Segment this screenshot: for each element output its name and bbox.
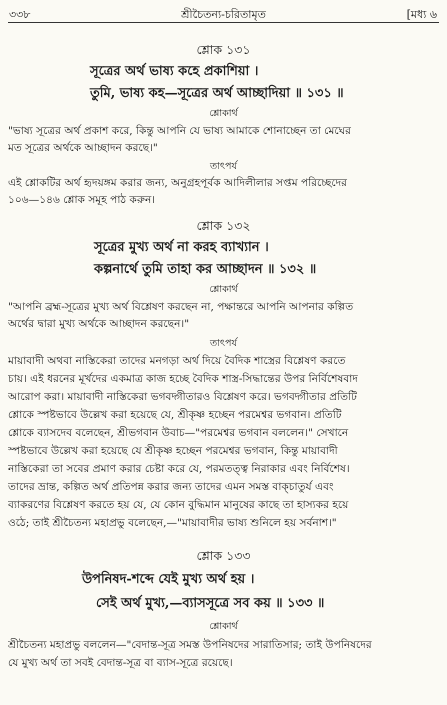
verse-132-purport-line: নাস্তিকেরা তা সবের প্রমাণ করার চেষ্টা করে যে, পরমতত্ত্ব নিরাকার এবং নির্বিশেষ। [8, 463, 350, 475]
verse-131-purport-line: ১০৬—১৪৬ শ্লোক সমূহ পাঠ করুন। [8, 194, 156, 206]
verse-131-line-2: তুমি, ভাষ্য কহ—সূত্রের অর্থ আচ্ছাদিয়া ॥ ১৩১ ॥ [90, 86, 344, 101]
verse-132-line-2: কল্পনার্থে তুমি তাহা কর আচ্ছাদন ॥ ১৩২ ॥ [94, 262, 317, 277]
verse-131-translation-line: "ভাষ্য সূত্রের অর্থ প্রকাশ করে, কিন্তু আপনি যে ভাষ্য আমাকে শোনাচ্ছেন তা মেঘের [8, 125, 351, 137]
verse-132-purport-line: শ্লোকে ব্যাসদেব বলেছেন, শ্রীভগবান উবাচ—"পরমেশ্বর ভগবান বললেন।" সেখানে [8, 427, 349, 439]
verse-132-translation-line: অর্থের দ্বারা মুখ্য অর্থকে আচ্ছাদন করছেন।" [8, 318, 190, 330]
verse-133-line-2: সেই অর্থ মুখ্য,—ব্যাসসূত্রে সব কয় ॥ ১৩৩ ॥ [96, 596, 325, 611]
verse-131-purport-heading: তাৎপর্য [210, 161, 237, 172]
verse-133-translation-line: শ্রীচৈতন্য মহাপ্রভু বললেন—"বেদান্ত-সূত্র সমস্ত উপনিষদের সারাতিসার; তাই উপনিষদের [8, 639, 372, 651]
chapter-marker: [মধ্য ৬ [406, 8, 437, 21]
verse-133-heading: শ্লোক ১৩৩ [196, 548, 251, 563]
verse-132-purport-line: ওঠে; তাই শ্রীচৈতন্য মহাপ্রভু বলেছেন,—"মায়াবাদীর ভাষ্য শুনিলে হয় সর্বনাশ।" [8, 517, 337, 529]
verse-132-line-1: সূত্রের মুখ্য অর্থ না করহ ব্যাখ্যান । [94, 240, 269, 255]
verse-132-heading: শ্লোক ১৩২ [196, 218, 251, 233]
verse-132-purport-line: ব্যাকরণের বিশ্লেষণ করতে হয় যে, যে কোন বুদ্ধিমান মানুষের কাছে তা হাস্যকর হয়ে [8, 499, 349, 511]
running-title: শ্রীচৈতন্য-চরিতামৃত [181, 8, 266, 21]
verse-131-translation-line: মত সূত্রের অর্থকে আচ্ছাদন করছে।" [8, 142, 158, 154]
page-number: ৩৩৮ [9, 8, 31, 21]
verse-131-translation-heading: শ্লোকার্থ [209, 108, 238, 119]
verse-132-purport-line: আরোপ করা। মায়াবাদী নাস্তিকেরা ভগবদ্গীতারও বিশ্লেষণ করে। ভগবদ্গীতার প্রতিটি [8, 391, 357, 403]
verse-131-line-1: সূত্রের অর্থ ভাষ্য কহে প্রকাশিয়া । [90, 64, 259, 79]
verse-133-translation-line: যে মুখ্য অর্থ তা সবই বেদান্ত-সূত্র বা ব্যাস-সূত্রে রয়েছে। [8, 657, 233, 669]
verse-132-translation-line: "আপনি ব্রহ্ম-সূত্রের মুখ্য অর্থ বিশ্লেষণ করছেন না, পক্ষান্তরে আপনি আপনার কল্পিত [8, 301, 354, 313]
verse-132-purport-line: মায়াবাদী অথবা নাস্তিকেরা তাদের মনগড়া অর্থ দিয়ে বৈদিক শাস্ত্রের বিশ্লেষণ করতে [8, 355, 346, 367]
verse-132-translation-heading: শ্লোকার্থ [209, 284, 238, 295]
verse-133-translation-heading: শ্লোকার্থ [209, 621, 238, 632]
verse-132-purport-line: চায়। এই ধরনের মূর্খদের একমাত্র কাজ হচ্ছে বৈদিক শাস্ত্র-সিদ্ধান্তের উপর নির্বিশেষবাদ [8, 373, 358, 385]
verse-131-heading: শ্লোক ১৩১ [196, 42, 251, 57]
verse-131-purport-line: এই শ্লোকটির অর্থ হৃদয়ঙ্গম করার জন্য, অনুগ্রহপূর্বক আদিলীলার সপ্তম পরিচ্ছেদের [8, 177, 347, 189]
verse-132-purport-heading: তাৎপর্য [210, 338, 237, 349]
verse-132-purport-line: স্পষ্টভাবে উল্লেখ করা হয়েছে যে শ্রীকৃষ্ণ হচ্ছেন পরমেশ্বর ভগবান, কিন্তু মায়াবাদী [8, 445, 338, 457]
verse-133-line-1: উপনিষদ-শব্দে যেই মুখ্য অর্থ হয় । [82, 572, 255, 587]
header-rule [8, 22, 439, 23]
verse-132-purport-line: শ্লোকে স্পষ্টভাবে উল্লেখ করা হয়েছে যে, শ্রীকৃষ্ণ হচ্ছেন পরমেশ্বর ভগবান। প্রতিটি [8, 409, 342, 421]
verse-132-purport-line: তাদের ভ্রান্ত, কল্পিত অর্থ প্রতিপন্ন করার জন্য তাদের এমন সমস্ত বাক্চাতুর্য এবং [8, 481, 334, 493]
